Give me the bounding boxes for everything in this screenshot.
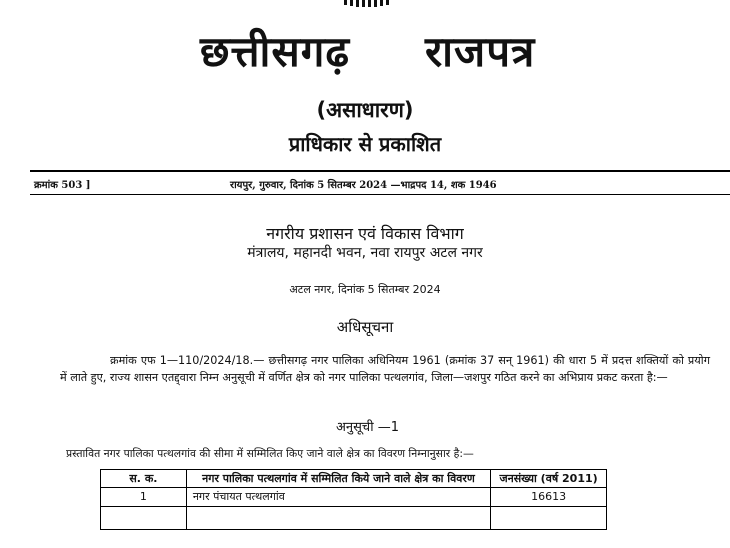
table-cell-serial: 1	[101, 488, 187, 507]
table-cell-empty	[101, 507, 187, 530]
table-header-area: नगर पालिका पत्थलगांव में सम्मिलित किये जाने वाले क्षेत्र का विवरण	[186, 470, 490, 488]
issue-date: रायपुर, गुरुवार, दिनांक 5 सितम्बर 2024 —भाद्रपद 14, शक 1946	[230, 180, 497, 191]
edition-label: (असाधारण)	[316, 98, 414, 122]
table-row	[101, 507, 607, 530]
table-row	[101, 488, 607, 507]
table-cell-population: 16613	[491, 488, 607, 507]
state-emblem-icon	[340, 0, 396, 8]
table-header-row	[101, 470, 607, 488]
authority-label: प्राधिकार से प्रकाशित	[288, 132, 442, 156]
schedule-detail: प्रस्तावित नगर पालिका पत्थलगांव की सीमा में सम्मिलित किए जाने वाले क्षेत्र का विवरण निम्नानुसार है:—	[66, 447, 474, 460]
issue-number: क्रमांक 503 ]	[34, 180, 91, 191]
table-header-serial: स. क.	[101, 470, 187, 488]
notification-body-text: क्रमांक एफ 1—110/2024/18.— छत्तीसगढ़ नगर पालिका अधिनियम 1961 (क्रमांक 37 सन् 1961) की धारा 5 में प्रदत्त शक्तियों को प्रयोग में लाते हुए, राज्य शासन एतद्द्वारा निम्न अनुसूची में वर्णित क्षेत्र को नगर पालिका पत्थलगांव, जिला—जशपुर गठित करने का अभिप्राय प्रकट करता है:—	[60, 354, 710, 384]
table-header-population: जनसंख्या (वर्ष 2011)	[491, 470, 607, 488]
masthead-title-right: राजपत्र	[425, 27, 536, 76]
schedule-title: अनुसूची —1	[336, 420, 399, 435]
masthead-title-left: छत्तीसगढ़	[200, 27, 351, 76]
table-cell-area: नगर पंचायत पत्थलगांव	[186, 488, 490, 507]
notification-title: अधिसूचना	[336, 318, 394, 336]
gazette-masthead	[0, 22, 730, 82]
header-top-rule	[30, 170, 730, 172]
department-name: नगरीय प्रशासन एवं विकास विभाग	[266, 224, 464, 243]
schedule-table	[100, 469, 607, 530]
notification-body	[60, 352, 710, 386]
notification-dateline: अटल नगर, दिनांक 5 सितम्बर 2024	[289, 283, 441, 296]
header-bottom-rule	[30, 194, 730, 195]
department-address: मंत्रालय, महानदी भवन, नवा रायपुर अटल नगर	[247, 245, 483, 261]
table-cell-empty	[186, 507, 490, 530]
table-cell-empty	[491, 507, 607, 530]
